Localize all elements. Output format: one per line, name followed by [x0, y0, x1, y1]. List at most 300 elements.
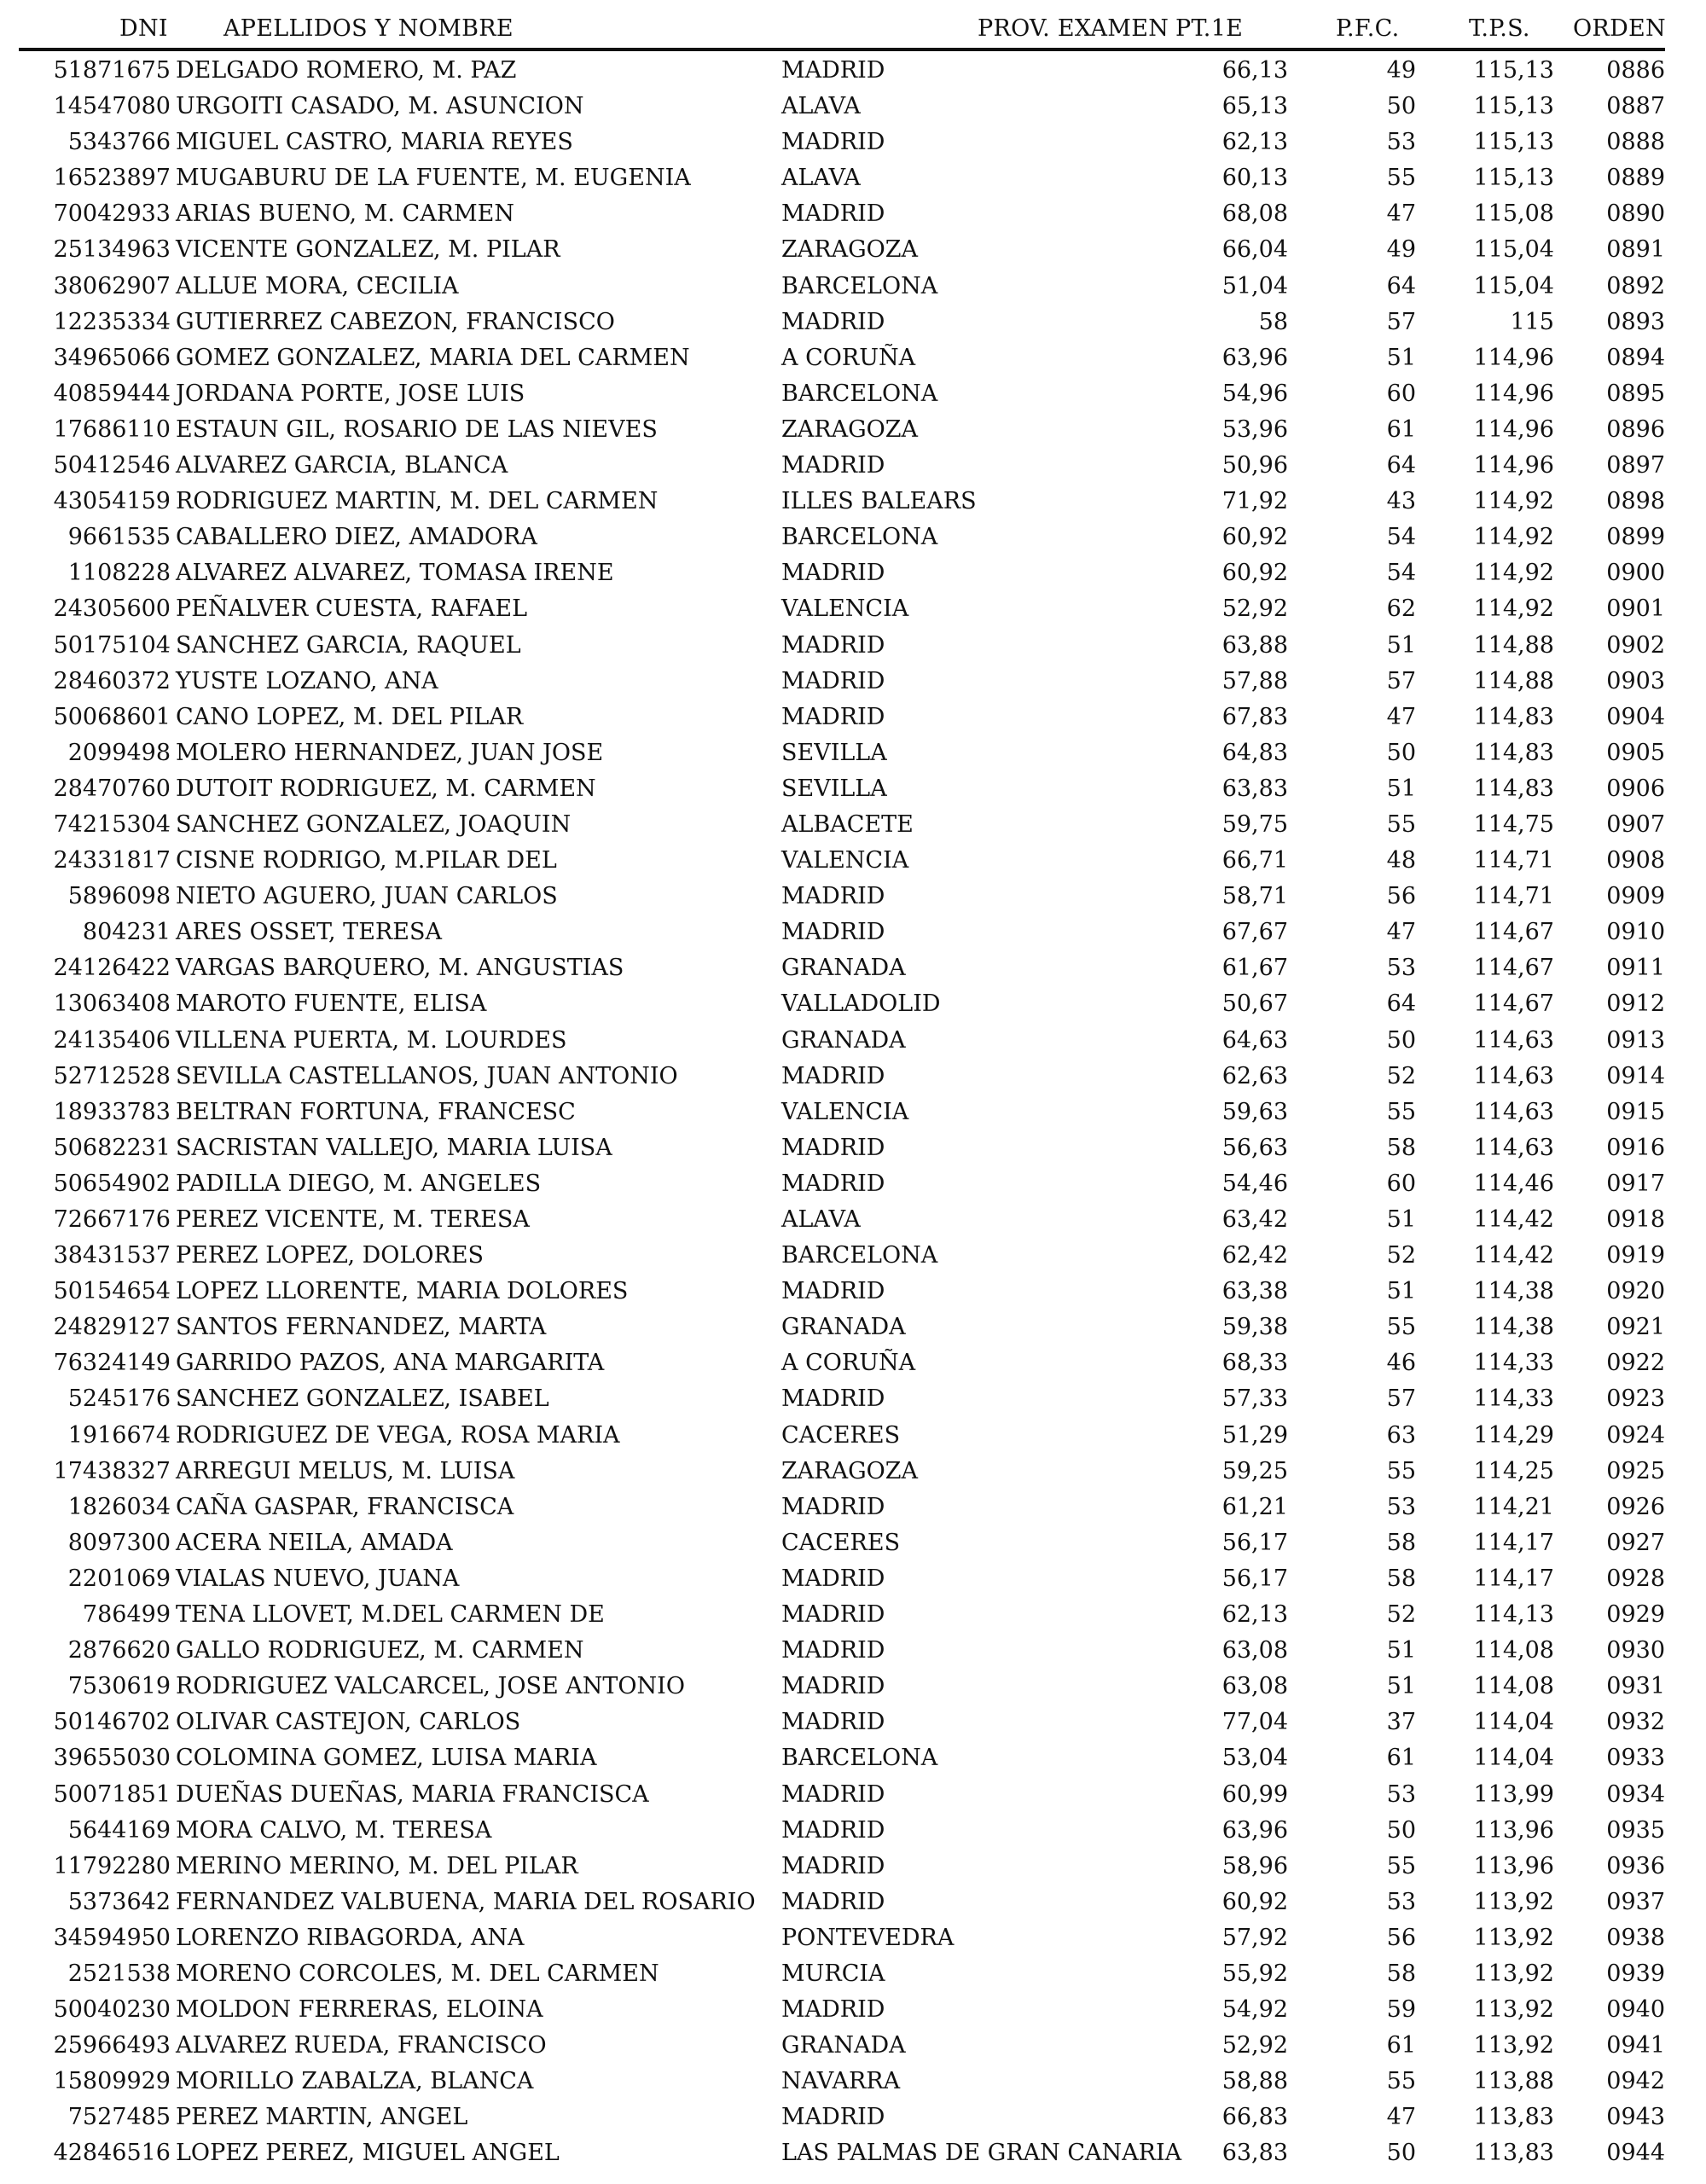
prov-cell: GRANADA [781, 1026, 906, 1054]
dni-cell: 13063408 [53, 990, 171, 1018]
table-row [0, 1345, 1706, 1381]
prov-cell: MADRID [781, 57, 885, 84]
name-cell: TENA LLOVET, M.DEL CARMEN DE [176, 1601, 605, 1629]
prov-cell: MADRID [781, 1816, 885, 1844]
prov-cell: VALLADOLID [781, 990, 941, 1018]
table-row [0, 484, 1706, 520]
dni-cell: 1108228 [67, 560, 171, 587]
pt1e-cell: 63,96 [1221, 1816, 1288, 1844]
table-row [0, 1202, 1706, 1238]
prov-cell: MADRID [781, 2104, 885, 2131]
table-row [0, 1992, 1706, 2028]
name-cell: CABALLERO DIEZ, AMADORA [176, 524, 537, 551]
name-cell: ALVAREZ GARCIA, BLANCA [176, 452, 508, 479]
tps-cell: 114,04 [1473, 1709, 1554, 1736]
orden-cell: 0927 [1606, 1529, 1665, 1556]
dni-cell: 7530619 [67, 1673, 171, 1700]
pt1e-cell: 60,92 [1221, 1888, 1288, 1915]
tps-cell: 114,88 [1473, 631, 1554, 659]
table-row [0, 53, 1706, 89]
orden-cell: 0891 [1606, 236, 1665, 264]
tps-cell: 115,13 [1473, 165, 1554, 192]
name-cell: MORA CALVO, M. TERESA [176, 1816, 492, 1844]
pt1e-cell: 62,13 [1221, 1601, 1288, 1629]
prov-cell: A CORUÑA [781, 344, 916, 371]
tps-cell: 114,25 [1473, 1457, 1554, 1484]
tps-cell: 114,42 [1473, 1242, 1554, 1269]
pt1e-cell: 77,04 [1221, 1709, 1288, 1736]
orden-cell: 0931 [1606, 1673, 1665, 1700]
tps-cell: 114,88 [1473, 667, 1554, 694]
pt1e-cell: 58,88 [1221, 2068, 1288, 2095]
pfc-cell: 60 [1386, 380, 1416, 407]
orden-cell: 0939 [1606, 1960, 1665, 1987]
pt1e-cell: 67,83 [1221, 703, 1288, 730]
table-row [0, 412, 1706, 448]
tps-cell: 113,92 [1473, 1888, 1554, 1915]
prov-cell: MADRID [781, 667, 885, 694]
tps-cell: 114,96 [1473, 415, 1554, 443]
table-row [0, 1310, 1706, 1345]
header-dni: DNI [119, 15, 168, 42]
orden-cell: 0894 [1606, 344, 1665, 371]
dni-cell: 70042933 [53, 200, 171, 228]
tps-cell: 114,46 [1473, 1170, 1554, 1197]
orden-cell: 0938 [1606, 1924, 1665, 1951]
table-row [0, 305, 1706, 340]
prov-cell: CACERES [781, 1529, 901, 1556]
name-cell: LORENZO RIBAGORDA, ANA [176, 1924, 525, 1951]
dni-cell: 18933783 [53, 1098, 171, 1125]
pt1e-cell: 60,99 [1221, 1780, 1288, 1808]
pt1e-cell: 63,08 [1221, 1637, 1288, 1664]
tps-cell: 114,08 [1473, 1637, 1554, 1664]
prov-cell: VALENCIA [781, 847, 909, 874]
table-row [0, 628, 1706, 664]
tps-cell: 113,99 [1473, 1780, 1554, 1808]
name-cell: ACERA NEILA, AMADA [176, 1529, 453, 1556]
pfc-cell: 57 [1386, 308, 1416, 335]
prov-cell: MADRID [781, 1134, 885, 1161]
pfc-cell: 53 [1386, 129, 1416, 156]
orden-cell: 0903 [1606, 667, 1665, 694]
dni-cell: 39655030 [53, 1745, 171, 1772]
orden-cell: 0912 [1606, 990, 1665, 1018]
pfc-cell: 51 [1386, 1206, 1416, 1233]
orden-cell: 0944 [1606, 2140, 1665, 2167]
table-row [0, 1166, 1706, 1202]
prov-cell: BARCELONA [781, 1242, 938, 1269]
name-cell: SANCHEZ GARCIA, RAQUEL [176, 631, 521, 659]
tps-cell: 115,13 [1473, 57, 1554, 84]
tps-cell: 114,71 [1473, 847, 1554, 874]
table-row [0, 269, 1706, 305]
prov-cell: MADRID [781, 1780, 885, 1808]
orden-cell: 0924 [1606, 1421, 1665, 1449]
pt1e-cell: 57,33 [1221, 1385, 1288, 1413]
orden-cell: 0923 [1606, 1385, 1665, 1413]
name-cell: MUGABURU DE LA FUENTE, M. EUGENIA [176, 165, 691, 192]
pt1e-cell: 51,29 [1221, 1421, 1288, 1449]
pfc-cell: 55 [1386, 165, 1416, 192]
dni-cell: 50071851 [53, 1780, 171, 1808]
table-row [0, 1813, 1706, 1849]
pfc-cell: 56 [1386, 1924, 1416, 1951]
pt1e-cell: 50,96 [1221, 452, 1288, 479]
pt1e-cell: 71,92 [1221, 488, 1288, 515]
pt1e-cell: 58 [1258, 308, 1288, 335]
table-row [0, 1885, 1706, 1920]
dni-cell: 804231 [82, 919, 171, 946]
tps-cell: 114,83 [1473, 703, 1554, 730]
dni-cell: 12235334 [53, 308, 171, 335]
name-cell: VILLENA PUERTA, M. LOURDES [176, 1026, 567, 1054]
table-row [0, 1669, 1706, 1705]
pt1e-cell: 58,71 [1221, 883, 1288, 910]
table-row [0, 807, 1706, 843]
prov-cell: LAS PALMAS DE GRAN CANARIA [781, 2140, 1182, 2167]
tps-cell: 114,04 [1473, 1745, 1554, 1772]
pt1e-cell: 58,96 [1221, 1852, 1288, 1879]
orden-cell: 0940 [1606, 1996, 1665, 2024]
table-row [0, 664, 1706, 700]
orden-cell: 0928 [1606, 1565, 1665, 1592]
tps-cell: 114,83 [1473, 739, 1554, 766]
orden-cell: 0937 [1606, 1888, 1665, 1915]
table-row [0, 735, 1706, 771]
dni-cell: 9661535 [67, 524, 171, 551]
orden-cell: 0890 [1606, 200, 1665, 228]
pfc-cell: 52 [1386, 1601, 1416, 1629]
table-row [0, 89, 1706, 125]
orden-cell: 0918 [1606, 1206, 1665, 1233]
tps-cell: 115,04 [1473, 272, 1554, 299]
dni-cell: 24135406 [53, 1026, 171, 1054]
pfc-cell: 62 [1386, 595, 1416, 623]
name-cell: GARRIDO PAZOS, ANA MARGARITA [176, 1350, 605, 1377]
pt1e-cell: 59,75 [1221, 810, 1288, 838]
dni-cell: 11792280 [53, 1852, 171, 1879]
pfc-cell: 49 [1386, 236, 1416, 264]
name-cell: OLIVAR CASTEJON, CARLOS [176, 1709, 521, 1736]
pfc-cell: 57 [1386, 667, 1416, 694]
name-cell: RODRIGUEZ DE VEGA, ROSA MARIA [176, 1421, 620, 1449]
dni-cell: 15809929 [53, 2068, 171, 2095]
orden-cell: 0941 [1606, 2032, 1665, 2059]
table-row [0, 1454, 1706, 1490]
name-cell: SACRISTAN VALLEJO, MARIA LUISA [176, 1134, 612, 1161]
table-row [0, 1418, 1706, 1454]
name-cell: VICENTE GONZALEZ, M. PILAR [176, 236, 560, 264]
pfc-cell: 48 [1386, 847, 1416, 874]
pfc-cell: 43 [1386, 488, 1416, 515]
dni-cell: 50154654 [53, 1278, 171, 1305]
prov-cell: ALAVA [781, 93, 861, 120]
pt1e-cell: 63,88 [1221, 631, 1288, 659]
tps-cell: 114,42 [1473, 1206, 1554, 1233]
orden-cell: 0895 [1606, 380, 1665, 407]
pt1e-cell: 68,08 [1221, 200, 1288, 228]
table-row [0, 1597, 1706, 1633]
pt1e-cell: 63,42 [1221, 1206, 1288, 1233]
pfc-cell: 56 [1386, 883, 1416, 910]
tps-cell: 114,92 [1473, 524, 1554, 551]
orden-cell: 0886 [1606, 57, 1665, 84]
table-row [0, 555, 1706, 591]
orden-cell: 0914 [1606, 1062, 1665, 1089]
pfc-cell: 61 [1386, 2032, 1416, 2059]
dni-cell: 50040230 [53, 1996, 171, 2024]
orden-cell: 0910 [1606, 919, 1665, 946]
pfc-cell: 50 [1386, 2140, 1416, 2167]
pt1e-cell: 53,96 [1221, 415, 1288, 443]
pt1e-cell: 52,92 [1221, 2032, 1288, 2059]
name-cell: GALLO RODRIGUEZ, M. CARMEN [176, 1637, 584, 1664]
pt1e-cell: 61,21 [1221, 1493, 1288, 1520]
dni-cell: 786499 [82, 1601, 171, 1629]
name-cell: PEREZ MARTIN, ANGEL [176, 2104, 468, 2131]
prov-cell: MADRID [781, 1852, 885, 1879]
pfc-cell: 52 [1386, 1242, 1416, 1269]
tps-cell: 114,63 [1473, 1098, 1554, 1125]
table-row [0, 340, 1706, 376]
name-cell: PEREZ LOPEZ, DOLORES [176, 1242, 485, 1269]
table-row [0, 2100, 1706, 2135]
dni-cell: 50682231 [53, 1134, 171, 1161]
pfc-cell: 53 [1386, 1888, 1416, 1915]
dni-cell: 52712528 [53, 1062, 171, 1089]
orden-cell: 0908 [1606, 847, 1665, 874]
header-orden: ORDEN [1573, 15, 1666, 42]
tps-cell: 113,92 [1473, 1960, 1554, 1987]
tps-cell: 114,17 [1473, 1565, 1554, 1592]
dni-cell: 2201069 [67, 1565, 171, 1592]
dni-cell: 7527485 [67, 2104, 171, 2131]
prov-cell: ALAVA [781, 1206, 861, 1233]
pfc-cell: 57 [1386, 1385, 1416, 1413]
prov-cell: NAVARRA [781, 2068, 901, 2095]
pfc-cell: 55 [1386, 1314, 1416, 1341]
dni-cell: 74215304 [53, 810, 171, 838]
table-row [0, 520, 1706, 555]
dni-cell: 2876620 [67, 1637, 171, 1664]
name-cell: DUTOIT RODRIGUEZ, M. CARMEN [176, 775, 596, 802]
prov-cell: BARCELONA [781, 272, 938, 299]
prov-cell: MADRID [781, 703, 885, 730]
dni-cell: 1826034 [67, 1493, 171, 1520]
prov-cell: MADRID [781, 1170, 885, 1197]
name-cell: ALVAREZ RUEDA, FRANCISCO [176, 2032, 547, 2059]
prov-cell: MADRID [781, 1601, 885, 1629]
tps-cell: 114,96 [1473, 380, 1554, 407]
prov-cell: MADRID [781, 1062, 885, 1089]
prov-cell: MURCIA [781, 1960, 885, 1987]
name-cell: RODRIGUEZ MARTIN, M. DEL CARMEN [176, 488, 659, 515]
pt1e-cell: 56,63 [1221, 1134, 1288, 1161]
dni-cell: 14547080 [53, 93, 171, 120]
table-row [0, 232, 1706, 268]
pt1e-cell: 64,83 [1221, 739, 1288, 766]
prov-cell: MADRID [781, 1278, 885, 1305]
prov-cell: MADRID [781, 1493, 885, 1520]
dni-cell: 50654902 [53, 1170, 171, 1197]
prov-cell: GRANADA [781, 955, 906, 982]
prov-cell: MADRID [781, 1637, 885, 1664]
tps-cell: 114,08 [1473, 1673, 1554, 1700]
pfc-cell: 54 [1386, 560, 1416, 587]
dni-cell: 5644169 [67, 1816, 171, 1844]
table-row [0, 2135, 1706, 2171]
name-cell: DUEÑAS DUEÑAS, MARIA FRANCISCA [176, 1780, 649, 1808]
dni-cell: 5245176 [67, 1385, 171, 1413]
pfc-cell: 59 [1386, 1996, 1416, 2024]
pfc-cell: 51 [1386, 631, 1416, 659]
header-prov-examen: PROV. EXAMEN [978, 15, 1169, 42]
pfc-cell: 53 [1386, 955, 1416, 982]
orden-cell: 0943 [1606, 2104, 1665, 2131]
tps-cell: 114,96 [1473, 452, 1554, 479]
table-row [0, 1920, 1706, 1956]
orden-cell: 0907 [1606, 810, 1665, 838]
pt1e-cell: 54,46 [1221, 1170, 1288, 1197]
pt1e-cell: 59,63 [1221, 1098, 1288, 1125]
table-row [0, 1525, 1706, 1561]
table-row [0, 1059, 1706, 1095]
dni-cell: 24331817 [53, 847, 171, 874]
tps-cell: 115,13 [1473, 129, 1554, 156]
pt1e-cell: 60,92 [1221, 560, 1288, 587]
name-cell: ALLUE MORA, CECILIA [176, 272, 459, 299]
table-row [0, 2064, 1706, 2100]
prov-cell: MADRID [781, 1996, 885, 2024]
pfc-cell: 54 [1386, 524, 1416, 551]
orden-cell: 0936 [1606, 1852, 1665, 1879]
prov-cell: PONTEVEDRA [781, 1924, 955, 1951]
orden-cell: 0913 [1606, 1026, 1665, 1054]
name-cell: MOLERO HERNANDEZ, JUAN JOSE [176, 739, 604, 766]
orden-cell: 0916 [1606, 1134, 1665, 1161]
pt1e-cell: 62,13 [1221, 129, 1288, 156]
table-row [0, 1633, 1706, 1669]
dni-cell: 2521538 [67, 1960, 171, 1987]
name-cell: GOMEZ GONZALEZ, MARIA DEL CARMEN [176, 344, 690, 371]
name-cell: SEVILLA CASTELLANOS, JUAN ANTONIO [176, 1062, 678, 1089]
orden-cell: 0911 [1606, 955, 1665, 982]
tps-cell: 114,63 [1473, 1134, 1554, 1161]
name-cell: CAÑA GASPAR, FRANCISCA [176, 1493, 514, 1520]
table-row [0, 1705, 1706, 1740]
prov-cell: ALAVA [781, 165, 861, 192]
orden-cell: 0898 [1606, 488, 1665, 515]
pt1e-cell: 63,83 [1221, 775, 1288, 802]
table-row [0, 986, 1706, 1022]
pt1e-cell: 56,17 [1221, 1529, 1288, 1556]
prov-cell: MADRID [781, 129, 885, 156]
orden-cell: 0906 [1606, 775, 1665, 802]
pfc-cell: 50 [1386, 739, 1416, 766]
prov-cell: MADRID [781, 1565, 885, 1592]
pfc-cell: 58 [1386, 1134, 1416, 1161]
header-pt1e: PT.1E [1175, 15, 1244, 42]
orden-cell: 0902 [1606, 631, 1665, 659]
dni-cell: 2099498 [67, 739, 171, 766]
tps-cell: 114,67 [1473, 955, 1554, 982]
pfc-cell: 47 [1386, 919, 1416, 946]
pfc-cell: 47 [1386, 200, 1416, 228]
dni-cell: 5343766 [67, 129, 171, 156]
table-row [0, 1238, 1706, 1274]
dni-cell: 25134963 [53, 236, 171, 264]
table-row [0, 843, 1706, 879]
orden-cell: 0934 [1606, 1780, 1665, 1808]
pt1e-cell: 55,92 [1221, 1960, 1288, 1987]
dni-cell: 50068601 [53, 703, 171, 730]
orden-cell: 0933 [1606, 1745, 1665, 1772]
table-row [0, 1777, 1706, 1813]
prov-cell: ZARAGOZA [781, 415, 919, 443]
prov-cell: BARCELONA [781, 1745, 938, 1772]
prov-cell: MADRID [781, 200, 885, 228]
table-row [0, 1381, 1706, 1417]
prov-cell: VALENCIA [781, 1098, 909, 1125]
name-cell: MIGUEL CASTRO, MARIA REYES [176, 129, 573, 156]
name-cell: JORDANA PORTE, JOSE LUIS [176, 380, 525, 407]
prov-cell: ILLES BALEARS [781, 488, 977, 515]
table-row [0, 1274, 1706, 1310]
tps-cell: 113,83 [1473, 2104, 1554, 2131]
name-cell: PADILLA DIEGO, M. ANGELES [176, 1170, 542, 1197]
pt1e-cell: 54,92 [1221, 1996, 1288, 2024]
header-tps: T.P.S. [1469, 15, 1530, 42]
table-row [0, 160, 1706, 196]
tps-cell: 114,13 [1473, 1601, 1554, 1629]
name-cell: ALVAREZ ALVAREZ, TOMASA IRENE [176, 560, 614, 587]
pfc-cell: 52 [1386, 1062, 1416, 1089]
results-table [0, 53, 1706, 2172]
pt1e-cell: 66,04 [1221, 236, 1288, 264]
table-row [0, 915, 1706, 950]
pfc-cell: 55 [1386, 2068, 1416, 2095]
tps-cell: 114,67 [1473, 990, 1554, 1018]
table-row [0, 1130, 1706, 1166]
name-cell: CANO LOPEZ, M. DEL PILAR [176, 703, 524, 730]
tps-cell: 114,83 [1473, 775, 1554, 802]
orden-cell: 0897 [1606, 452, 1665, 479]
orden-cell: 0926 [1606, 1493, 1665, 1520]
dni-cell: 24126422 [53, 955, 171, 982]
dni-cell: 16523897 [53, 165, 171, 192]
tps-cell: 113,88 [1473, 2068, 1554, 2095]
pfc-cell: 49 [1386, 57, 1416, 84]
orden-cell: 0915 [1606, 1098, 1665, 1125]
pfc-cell: 50 [1386, 1816, 1416, 1844]
name-cell: PEREZ VICENTE, M. TERESA [176, 1206, 530, 1233]
pt1e-cell: 63,08 [1221, 1673, 1288, 1700]
prov-cell: ZARAGOZA [781, 1457, 919, 1484]
pfc-cell: 63 [1386, 1421, 1416, 1449]
tps-cell: 113,92 [1473, 2032, 1554, 2059]
tps-cell: 114,92 [1473, 560, 1554, 587]
orden-cell: 0925 [1606, 1457, 1665, 1484]
pt1e-cell: 61,67 [1221, 955, 1288, 982]
pt1e-cell: 53,04 [1221, 1745, 1288, 1772]
dni-cell: 50412546 [53, 452, 171, 479]
pfc-cell: 51 [1386, 344, 1416, 371]
tps-cell: 113,92 [1473, 1924, 1554, 1951]
table-row [0, 196, 1706, 232]
pt1e-cell: 52,92 [1221, 595, 1288, 623]
name-cell: LOPEZ LLORENTE, MARIA DOLORES [176, 1278, 629, 1305]
